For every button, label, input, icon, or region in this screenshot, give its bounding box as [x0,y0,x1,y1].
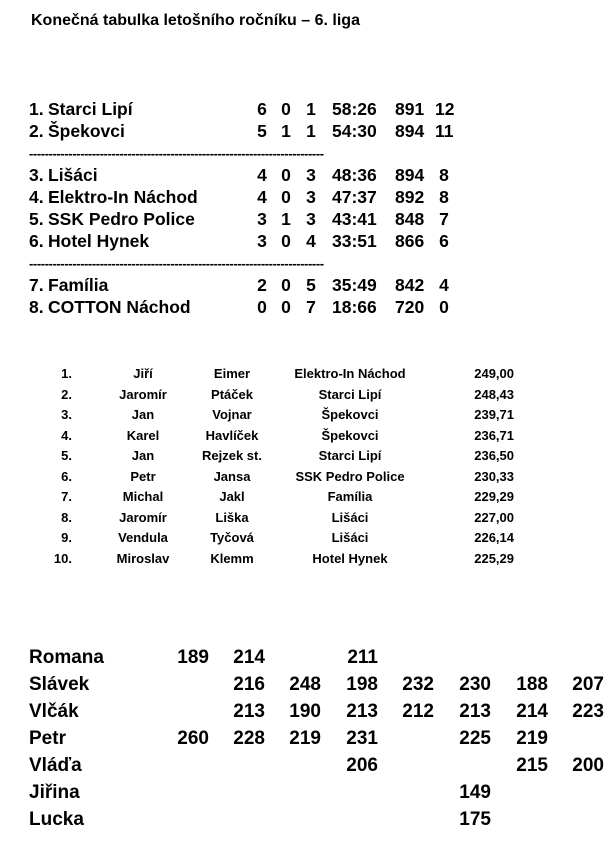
separator-line: --------------------------------------------------------------------------- [29,146,324,161]
player-rank: 9. [61,530,72,545]
standings-row [29,275,469,297]
bowler-row [29,647,589,674]
standings-row [29,231,469,253]
player-rank: 1. [61,366,72,381]
match-score: 35:49 [332,275,377,295]
player-first-name: Vendula [118,530,168,545]
bowler-score: 207 [572,674,604,695]
bowler-name: Petr [29,728,66,749]
player-team: Elektro-In Náchod [294,366,406,381]
losses: 5 [306,275,316,295]
losses: 3 [306,165,316,185]
team-rank: 5. [29,209,44,229]
player-row [40,510,520,531]
bowler-score: 223 [572,701,604,722]
points: 4 [439,275,449,295]
team-name: COTTON Náchod [48,297,191,317]
match-score: 48:36 [332,165,377,185]
bowler-score: 260 [177,728,209,749]
bowler-score: 200 [572,755,604,776]
player-row [40,489,520,510]
losses: 1 [306,99,316,119]
points: 8 [439,165,449,185]
bowler-row [29,809,589,836]
player-team: Família [327,489,373,504]
wins: 0 [257,297,267,317]
bowler-score: 219 [289,728,321,749]
pins: 891 [395,99,425,119]
player-rank: 3. [61,407,72,422]
bowler-name: Romana [29,647,104,668]
standings-row [29,99,469,121]
match-score: 18:66 [332,297,377,317]
team-name: SSK Pedro Police [48,209,195,229]
standings-row [29,297,469,319]
team-rank: 6. [29,231,44,251]
player-team: Starci Lipí [318,386,382,402]
bowler-row [29,755,604,782]
standings-row [29,209,469,231]
bowler-score: 214 [516,701,548,722]
bowler-score: 215 [516,755,548,776]
pins: 892 [395,187,425,207]
bowler-score: 231 [346,728,378,749]
player-last-name: Jakl [219,489,245,504]
pins: 842 [395,275,425,295]
player-team: Lišáci [331,530,369,545]
player-average: 249,00 [474,366,514,381]
wins: 3 [257,209,267,229]
pins: 894 [395,121,425,141]
pins: 848 [395,209,425,229]
wins: 4 [257,187,267,207]
bowler-score: 216 [233,674,265,695]
match-score: 47:37 [332,187,377,207]
bowler-name: Slávek [29,674,90,695]
bowler-score: 232 [402,674,434,695]
bowler-row [29,782,589,809]
bowler-score: 211 [347,647,378,668]
player-team: SSK Pedro Police [295,468,405,484]
team-name: Lišáci [48,165,98,185]
team-rank: 3. [29,165,44,185]
player-rank: 8. [61,509,72,525]
standings-row [29,187,469,209]
player-last-name: Liška [215,509,249,525]
player-row [40,551,520,572]
team-rank: 4. [29,187,44,207]
pins: 720 [395,297,425,317]
player-last-name: Ptáček [211,386,253,402]
player-last-name: Vojnar [212,407,252,422]
player-row [40,448,520,469]
bowler-row [29,701,604,728]
player-last-name: Jansa [213,468,251,484]
player-team: Hotel Hynek [312,550,388,566]
player-rank: 4. [61,427,72,443]
points: 0 [439,297,449,317]
player-rank: 7. [61,489,72,504]
team-name: Família [48,275,109,295]
draws: 0 [281,275,291,295]
player-rank: 6. [61,468,72,484]
bowler-score: 214 [233,647,265,668]
match-score: 33:51 [332,231,377,251]
player-average: 225,29 [474,550,514,566]
player-first-name: Jan [131,448,155,463]
bowler-score: 230 [459,674,491,695]
player-first-name: Karel [126,427,160,443]
player-rank: 5. [61,448,72,463]
wins: 3 [257,231,267,251]
losses: 3 [306,187,316,207]
player-average: 239,71 [474,407,514,422]
bowler-score: 228 [233,728,265,749]
bowler-score: 188 [516,674,548,695]
player-average: 248,43 [474,386,514,402]
points: 12 [435,99,455,119]
player-average: 227,00 [474,509,514,525]
player-row [40,530,520,551]
player-row [40,407,520,428]
match-score: 43:41 [332,209,377,229]
bowler-score: 213 [233,701,265,722]
bowler-score: 213 [459,701,491,722]
player-rank: 2. [61,386,72,402]
bowler-score: 198 [346,674,378,695]
team-name: Hotel Hynek [48,231,150,251]
player-average: 229,29 [474,489,514,504]
bowler-row [29,674,604,701]
player-first-name: Jaromír [119,386,167,402]
points: 7 [439,209,449,229]
player-average: 236,50 [474,448,514,463]
wins: 2 [257,275,267,295]
draws: 0 [281,297,291,317]
player-row [40,469,520,490]
player-last-name: Eimer [213,366,251,381]
player-rank: 10. [53,550,72,566]
draws: 1 [281,209,291,229]
losses: 1 [306,121,316,141]
match-score: 58:26 [332,99,377,119]
player-last-name: Rejzek st. [202,448,262,463]
player-team: Starci Lipí [318,448,382,463]
player-first-name: Petr [130,468,156,484]
bowler-score: 175 [459,809,491,830]
player-first-name: Jaromír [119,509,167,525]
team-name: Špekovci [48,121,125,141]
player-first-name: Michal [122,489,164,504]
bowler-row [29,728,589,755]
player-team: Lišáci [331,509,369,525]
team-rank: 7. [29,275,44,295]
bowler-score: 206 [346,755,378,776]
bowler-score: 248 [289,674,321,695]
bowler-score: 212 [402,701,434,722]
wins: 4 [257,165,267,185]
bowler-scores-table [29,647,604,836]
page-title: Konečná tabulka letošního ročníku – 6. liga [31,12,360,29]
player-last-name: Klemm [210,550,254,566]
points: 11 [435,121,454,141]
player-first-name: Miroslav [116,550,170,566]
player-row [40,366,520,387]
player-average: 230,33 [474,468,514,484]
standings-row [29,121,469,143]
draws: 0 [281,231,291,251]
pins: 894 [395,165,425,185]
separator-line: --------------------------------------------------------------------------- [29,256,324,271]
player-team: Špekovci [321,427,379,443]
bowler-score: 190 [289,701,321,722]
bowler-name: Vlčák [29,701,79,722]
losses: 3 [306,209,316,229]
player-average: 226,14 [474,530,514,545]
bowler-score: 219 [516,728,548,749]
bowler-score: 149 [459,782,491,803]
team-rank: 8. [29,297,44,317]
points: 6 [439,231,449,251]
bowler-name: Vláďa [29,755,82,776]
draws: 0 [281,99,291,119]
team-rank: 1. [29,99,44,119]
match-score: 54:30 [332,121,377,141]
player-row [40,428,520,449]
player-first-name: Jiří [133,366,153,381]
league-standings-table [29,99,469,319]
draws: 0 [281,165,291,185]
player-last-name: Havlíček [205,427,259,443]
player-row [40,387,520,408]
team-name: Starci Lipí [48,99,133,119]
wins: 5 [257,121,267,141]
bowler-score: 225 [459,728,491,749]
bowler-score: 189 [177,647,209,668]
draws: 0 [281,187,291,207]
points: 8 [439,187,449,207]
pins: 866 [395,231,425,251]
player-first-name: Jan [131,407,155,422]
bowler-score: 213 [346,701,378,722]
player-team: Špekovci [321,407,379,422]
player-averages-table [40,366,520,571]
standings-row [29,165,469,187]
team-rank: 2. [29,121,44,141]
losses: 4 [306,231,316,251]
bowler-name: Jiřina [29,782,80,803]
player-average: 236,71 [474,427,514,443]
player-last-name: Tyčová [210,530,254,545]
draws: 1 [281,121,291,141]
losses: 7 [306,297,316,317]
wins: 6 [257,99,267,119]
bowler-name: Lucka [29,809,84,830]
team-name: Elektro-In Náchod [48,187,198,207]
